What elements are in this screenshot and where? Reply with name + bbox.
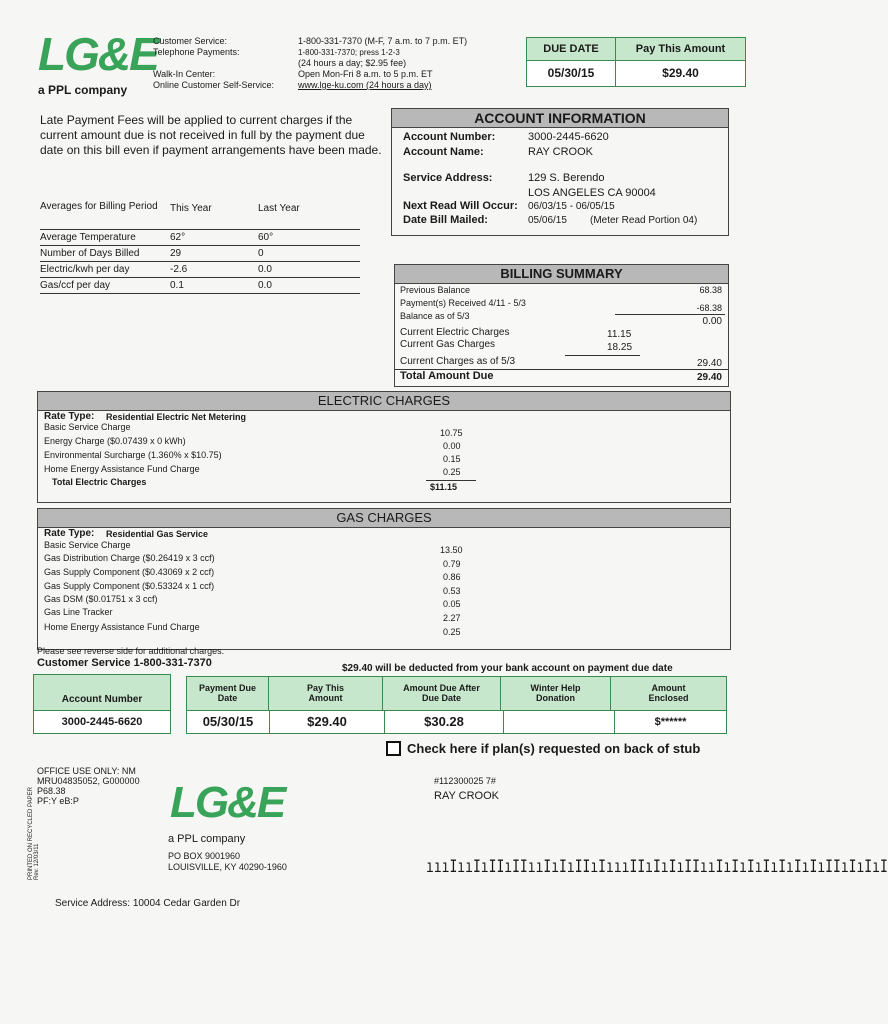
payments: -68.38 xyxy=(696,303,722,313)
office-use-line: PF:Y eB:P xyxy=(37,796,79,806)
current-charges-label: Current Charges as of 5/3 xyxy=(400,356,516,367)
avg-header: This Year xyxy=(170,203,212,214)
date-mailed-value: 05/06/15 xyxy=(528,215,567,226)
stub-lge-logo: LG&E xyxy=(170,778,285,827)
total-due-label: Total Amount Due xyxy=(400,370,494,382)
summary-divider xyxy=(615,314,725,315)
stub-header: Amount Enclosed xyxy=(648,683,689,703)
stub-customer-service: Customer Service 1-800-331-7370 xyxy=(37,657,212,669)
contact-label: Online Customer Self-Service: xyxy=(153,80,275,90)
electric-amount: 0.15 xyxy=(443,454,461,464)
avg-header: Averages for Billing Period xyxy=(40,201,158,212)
contact-value: 1-800-331-7370; press 1-2-3 xyxy=(298,48,400,57)
stub-header: Pay This Amount xyxy=(269,677,383,710)
company-line: a PPL company xyxy=(38,83,128,97)
office-use-line: MRU04835052, G000000 xyxy=(37,776,140,786)
avg-row xyxy=(40,278,360,294)
contact-spacer xyxy=(153,58,293,69)
due-date-value: 05/30/15 xyxy=(527,61,616,86)
website-link[interactable]: www.lge-ku.com (24 hours a day) xyxy=(298,80,432,90)
office-use-line: P68.38 xyxy=(37,786,66,796)
avg-last: 60° xyxy=(258,232,274,243)
stub-service-address: Service Address: 10004 Cedar Garden Dr xyxy=(55,898,241,909)
stub-pay-amount: $29.40 xyxy=(270,711,385,733)
account-name-label: Account Name: xyxy=(403,146,484,158)
avg-row xyxy=(40,246,360,262)
contact-label: Customer Service: xyxy=(153,36,228,46)
stub-header: Winter Help Donation xyxy=(501,677,611,710)
electric-amount: 0.25 xyxy=(443,467,461,477)
gas-amount: 13.50 xyxy=(440,545,463,555)
account-number: 3000-2445-6620 xyxy=(528,131,609,143)
rate-type: Residential Electric Net Metering xyxy=(106,412,247,422)
date-mailed-label: Date Bill Mailed: xyxy=(403,214,488,226)
stub-ref: #112300025 7# xyxy=(434,776,496,786)
amount-enclosed-field[interactable]: $****** xyxy=(654,716,687,728)
due-box xyxy=(526,37,746,87)
service-address-line2: LOS ANGELES CA 90004 xyxy=(528,187,656,199)
balance: 0.00 xyxy=(702,316,722,327)
previous-balance: 68.38 xyxy=(699,285,722,295)
electric-item: Basic Service Charge xyxy=(44,422,131,432)
summary-divider xyxy=(565,355,640,356)
plan-checkbox[interactable] xyxy=(386,741,401,756)
gas-charges: 18.25 xyxy=(607,342,633,353)
gas-amount: 0.79 xyxy=(443,559,461,569)
stub-account-label: Account Number xyxy=(34,675,170,711)
electric-amount: 10.75 xyxy=(440,428,463,438)
billing-summary-box xyxy=(394,264,729,387)
avg-this: 62° xyxy=(170,232,186,243)
averages-table xyxy=(40,201,360,294)
postal-barcode: ıııIııIıIIıIIııIıIıIIıIıııIIıIıIıIIııIıIıIıIıIıIıIıIIıIıIıI xyxy=(426,857,888,878)
lge-logo: LG&E xyxy=(38,28,158,80)
contact-value: 1-800-331-7370 (M-F, 7 a.m. to 7 p.m. ET) xyxy=(298,36,468,46)
gas-amount: 0.05 xyxy=(443,599,461,609)
stub-header: Payment Due Date xyxy=(187,677,269,710)
avg-last: 0.0 xyxy=(258,264,272,275)
gas-item: Gas Line Tracker xyxy=(44,607,113,617)
gas-amount: 0.53 xyxy=(443,586,461,596)
rate-type-label: Rate Type: xyxy=(44,528,95,539)
avg-row xyxy=(40,262,360,278)
contact-label: Walk-In Center: xyxy=(153,69,216,79)
account-info-box xyxy=(391,108,729,236)
stub-amount-after-due: $30.28 xyxy=(385,711,504,733)
avg-label: Electric/kwh per day xyxy=(40,264,130,275)
office-use xyxy=(37,766,140,806)
electric-item: Home Energy Assistance Fund Charge xyxy=(44,464,200,474)
avg-this: 29 xyxy=(170,248,182,259)
gas-item: Gas Supply Component ($0.43069 x 2 ccf) xyxy=(44,567,215,577)
recycled-code: Rev. 12/03/11 xyxy=(34,843,40,880)
stub-account-box xyxy=(33,674,171,734)
avg-header: Last Year xyxy=(258,203,300,214)
stub-due-date: 05/30/15 xyxy=(187,711,270,733)
electric-charges-label: Current Electric Charges xyxy=(400,327,510,338)
meter-portion: (Meter Read Portion 04) xyxy=(590,215,698,226)
gas-item: Basic Service Charge xyxy=(44,540,131,550)
electric-amount: 0.00 xyxy=(443,441,461,451)
reverse-note: Please see reverse side for additional charges. xyxy=(37,646,225,656)
stub-company-line: a PPL company xyxy=(168,833,246,845)
gas-item: Home Energy Assistance Fund Charge xyxy=(44,622,200,632)
late-payment-notice: Late Payment Fees will be applied to current charges if the current amount due is not received in full by the payment due date on this bill even if payment arrangements have been made. xyxy=(40,113,382,157)
rate-type-label: Rate Type: xyxy=(44,411,95,422)
gas-charges-box xyxy=(37,508,731,650)
total-due: 29.40 xyxy=(696,372,722,383)
office-use-line: OFFICE USE ONLY: NM xyxy=(37,766,136,776)
stub-name: RAY CROOK xyxy=(434,790,499,802)
electric-item: Energy Charge ($0.07439 x 0 kWh) xyxy=(44,436,186,446)
account-number-label: Account Number: xyxy=(403,131,496,143)
stub-payment-table xyxy=(186,676,727,734)
electric-total-label: Total Electric Charges xyxy=(52,477,147,487)
stub-po-box: PO BOX 9001960 xyxy=(168,851,241,861)
previous-balance-label: Previous Balance xyxy=(400,285,471,295)
due-date-label: DUE DATE xyxy=(527,38,616,60)
gas-charges-label: Current Gas Charges xyxy=(400,339,496,350)
electric-charges-title: ELECTRIC CHARGES xyxy=(38,392,730,411)
avg-this: 0.1 xyxy=(170,280,184,291)
gas-charges-title: GAS CHARGES xyxy=(38,509,730,528)
contact-values xyxy=(298,36,518,91)
avg-last: 0 xyxy=(258,248,264,259)
electric-total: $11.15 xyxy=(430,482,458,492)
gas-item: Gas Distribution Charge ($0.26419 x 3 ccf) xyxy=(44,553,215,563)
gas-item: Gas Supply Component ($0.53324 x 1 ccf) xyxy=(44,581,215,591)
account-name: RAY CROOK xyxy=(528,146,593,158)
avg-last: 0.0 xyxy=(258,280,272,291)
recycled-paper-note xyxy=(28,787,40,880)
service-address-line1: 129 S. Berendo xyxy=(528,172,605,184)
recycled-text: PRINTED ON RECYCLED PAPER xyxy=(28,787,34,880)
autopay-notice: $29.40 will be deducted from your bank account on payment due date xyxy=(342,663,673,674)
stub-city: LOUISVILLE, KY 40290-1960 xyxy=(168,862,287,872)
service-address-label: Service Address: xyxy=(403,172,493,184)
payments-label: Payment(s) Received 4/11 - 5/3 xyxy=(400,298,526,308)
rate-type: Residential Gas Service xyxy=(106,529,209,539)
gas-amount: 0.86 xyxy=(443,572,461,582)
contact-label: Telephone Payments: xyxy=(153,47,240,57)
balance-label: Balance as of 5/3 xyxy=(400,311,470,321)
gas-amount: 0.25 xyxy=(443,627,461,637)
avg-label: Average Temperature xyxy=(40,232,136,243)
stub-account-number: 3000-2445-6620 xyxy=(61,716,143,728)
contact-value: (24 hours a day; $2.95 fee) xyxy=(298,58,407,68)
billing-summary-title: BILLING SUMMARY xyxy=(395,265,728,284)
account-info-title: ACCOUNT INFORMATION xyxy=(392,109,728,128)
gas-amount: 2.27 xyxy=(443,613,461,623)
avg-label: Gas/ccf per day xyxy=(40,280,111,291)
winter-help-donation-field[interactable] xyxy=(504,711,615,733)
stub-header: Amount Due After Due Date xyxy=(383,677,501,710)
next-read-label: Next Read Will Occur: xyxy=(403,200,518,212)
electric-charges-box xyxy=(37,391,731,503)
pay-amount-value: $29.40 xyxy=(662,66,699,80)
contact-labels xyxy=(153,36,293,91)
current-charges: 29.40 xyxy=(696,358,722,369)
avg-this: -2.6 xyxy=(170,264,188,275)
avg-label: Number of Days Billed xyxy=(40,248,140,259)
pay-amount-label: Pay This Amount xyxy=(635,43,726,55)
electric-item: Environmental Surcharge (1.360% x $10.75) xyxy=(44,450,222,460)
plan-checkbox-label: Check here if plan(s) requested on back of stub xyxy=(407,741,701,756)
next-read-value: 06/03/15 - 06/05/15 xyxy=(528,201,615,212)
avg-row xyxy=(40,230,360,246)
electric-charges: 11.15 xyxy=(607,329,632,340)
gas-item: Gas DSM ($0.01751 x 3 ccf) xyxy=(44,594,158,604)
contact-value: Open Mon-Fri 8 a.m. to 5 p.m. ET xyxy=(298,69,433,79)
electric-divider xyxy=(426,480,476,481)
